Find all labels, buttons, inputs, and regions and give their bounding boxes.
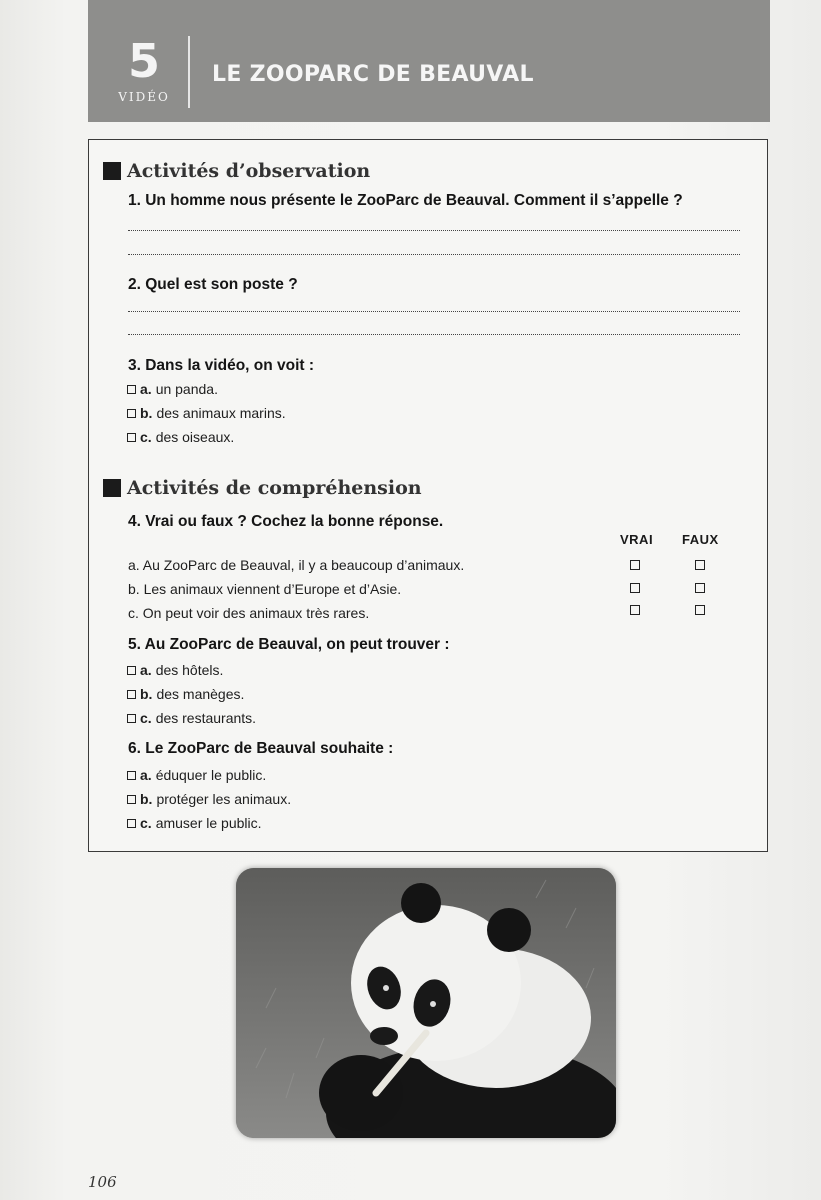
question-5: 5. Au ZooParc de Beauval, on peut trouver : [128,636,450,653]
checkbox[interactable] [127,819,136,828]
checkbox[interactable] [127,795,136,804]
statement-b: b. Les animaux viennent d’Europe et d’Asie. [128,581,402,597]
checkbox[interactable] [127,433,136,442]
q3-option-a[interactable]: a. un panda. [127,381,218,397]
chapter-number: 5 [127,34,160,88]
checkbox[interactable] [127,714,136,723]
chapter-title: LE ZOOPARC DE BEAUVAL [212,62,534,87]
question-3: 3. Dans la vidéo, on voit : [128,357,315,374]
column-false: FAUX [682,532,719,547]
checkbox[interactable] [127,409,136,418]
statement-c: c. On peut voir des animaux très rares. [128,605,370,621]
page-number: 106 [88,1173,117,1191]
false-checkbox-c[interactable] [695,605,705,615]
question-6: 6. Le ZooParc de Beauval souhaite : [128,740,394,757]
q5-option-c[interactable]: c. des restaurants. [127,710,256,726]
checkbox[interactable] [127,666,136,675]
q5-option-a[interactable]: a. des hôtels. [127,662,223,678]
comprehension-heading-label: Activités de compréhension [127,477,422,499]
q3-option-c[interactable]: c. des oiseaux. [127,429,234,445]
q3-option-b[interactable]: b. des animaux marins. [127,405,286,421]
q6-option-a[interactable]: a. éduquer le public. [127,767,266,783]
heading-square-icon [103,162,121,180]
heading-square-icon [103,479,121,497]
chapter-kind: VIDÉO [118,90,170,104]
observation-heading [103,160,370,182]
panda-photo [236,868,616,1138]
true-checkbox-b[interactable] [630,583,640,593]
header-divider [188,36,190,108]
answer-line-2a[interactable] [128,311,740,312]
question-4: 4. Vrai ou faux ? Cochez la bonne réponse. [128,513,444,530]
checkbox[interactable] [127,690,136,699]
question-1: 1. Un homme nous présente le ZooParc de Beauval. Comment il s’appelle ? [128,192,683,209]
answer-line-2b[interactable] [128,334,740,335]
column-true: VRAI [620,532,654,547]
true-checkbox-a[interactable] [630,560,640,570]
checkbox[interactable] [127,385,136,394]
question-2: 2. Quel est son poste ? [128,276,298,293]
chapter-header [88,0,770,122]
false-checkbox-b[interactable] [695,583,705,593]
true-checkbox-c[interactable] [630,605,640,615]
q5-option-b[interactable]: b. des manèges. [127,686,244,702]
checkbox[interactable] [127,771,136,780]
answer-line-1a[interactable] [128,230,740,231]
answer-line-1b[interactable] [128,254,740,255]
comprehension-heading [103,477,422,499]
q6-option-b[interactable]: b. protéger les animaux. [127,791,291,807]
false-checkbox-a[interactable] [695,560,705,570]
q6-option-c[interactable]: c. amuser le public. [127,815,262,831]
panda-illustration-icon [236,868,616,1138]
observation-heading-label: Activités d’observation [127,160,371,182]
statement-a: a. Au ZooParc de Beauval, il y a beaucoup d’animaux. [128,557,465,573]
